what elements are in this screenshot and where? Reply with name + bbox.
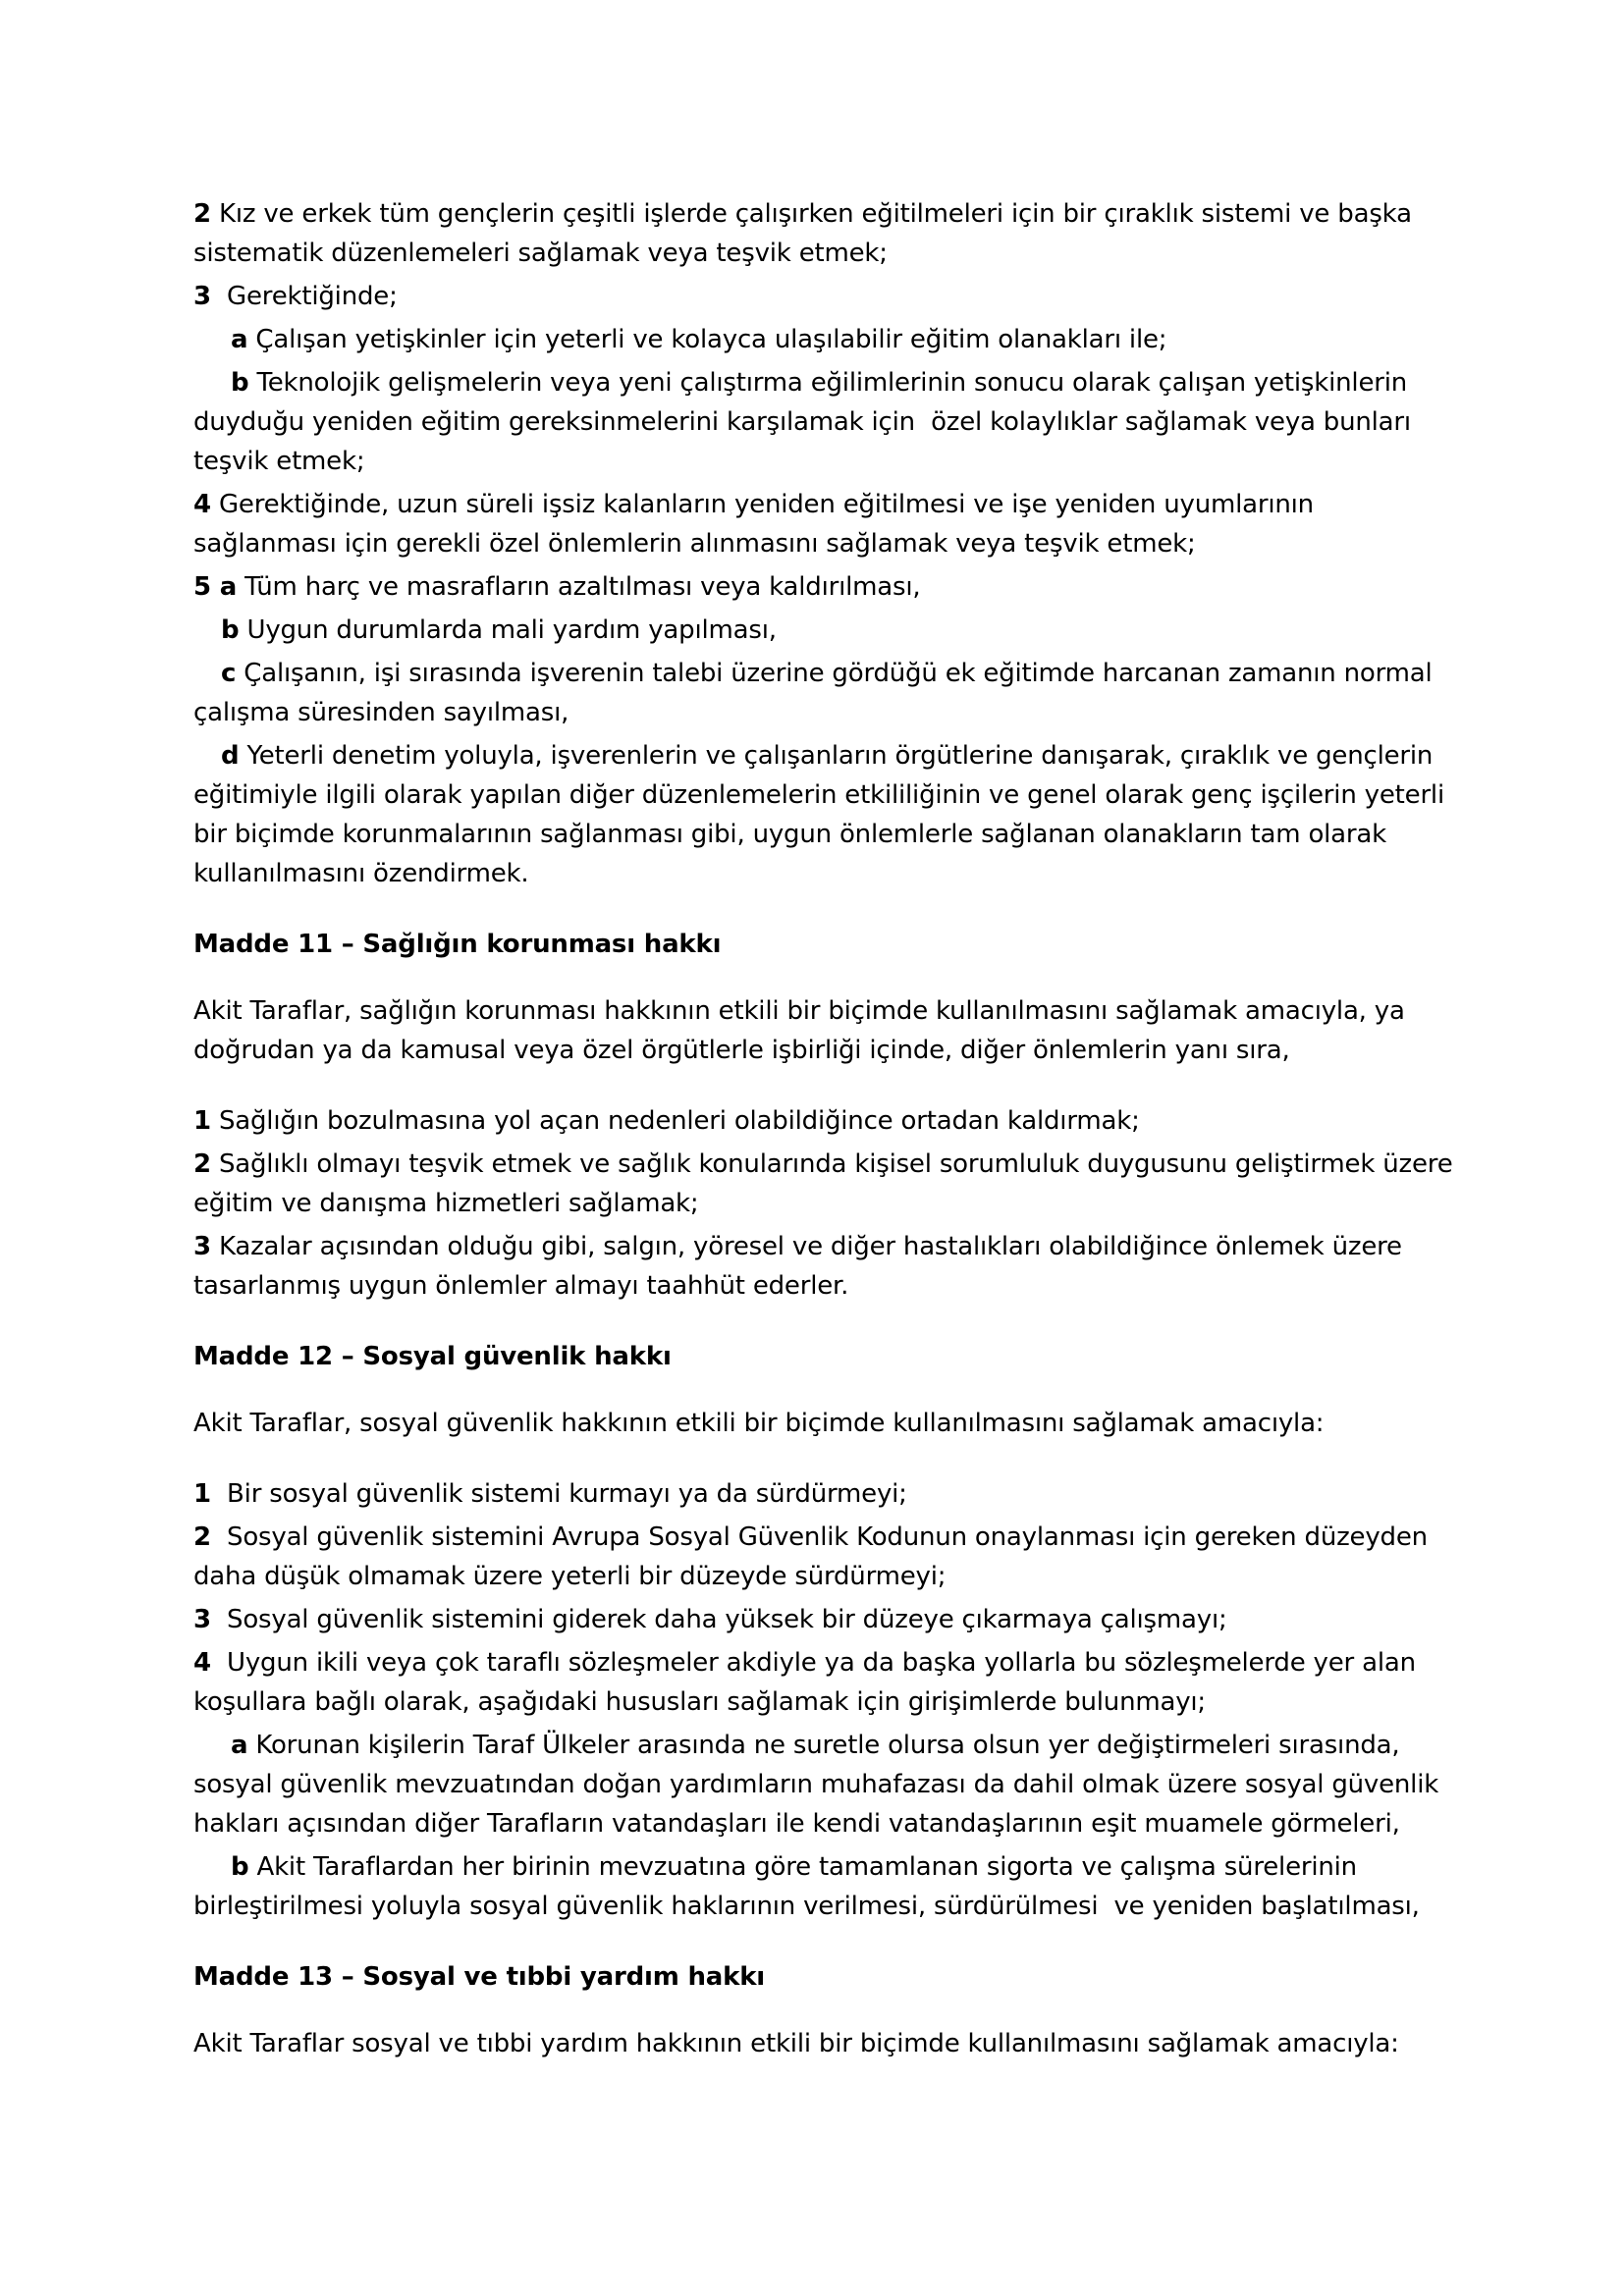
text-line: teşvik etmek; xyxy=(193,447,365,476)
text-block xyxy=(193,1404,1431,1443)
text-line: Akit Taraflar, sosyal güvenlik hakkının etkili bir biçimde kullanılmasını sağlamak amacıyla: xyxy=(193,1409,1325,1438)
bold-marker: c xyxy=(221,659,237,688)
text-block xyxy=(193,1227,1431,1306)
text-line: 3 Sosyal güvenlik sistemini giderek daha yüksek bir düzeye çıkarmaya çalışmayı; xyxy=(193,1605,1227,1634)
text-line: koşullara bağlı olarak, aşağıdaki hususları sağlamak için girişimlerde bulunmayı; xyxy=(193,1687,1206,1717)
text-line: 2 Sağlıklı olmayı teşvik etmek ve sağlık konularında kişisel sorumluluk duygusunu geliştirmek üzere xyxy=(193,1149,1453,1179)
text-line: 3 Gerektiğinde; xyxy=(193,282,398,311)
bold-marker: 1 xyxy=(193,1479,211,1509)
text-block xyxy=(193,1101,1431,1141)
text-block xyxy=(193,736,1444,893)
bold-marker: b xyxy=(231,368,249,398)
text-line: birleştirilmesi yoluyla sosyal güvenlik haklarının verilmesi, sürdürülmesi ve yeniden başlatılması, xyxy=(193,1892,1420,1921)
bold-marker: 4 xyxy=(193,1648,211,1678)
text-line: d Yeterli denetim yoluyla, işverenlerin ve çalışanların örgütlerine danışarak, çıraklık ve gençlerin xyxy=(221,741,1434,771)
text-block xyxy=(193,1145,1453,1223)
text-line: bir biçimde korunmalarının sağlanması gibi, uygun önlemlerle sağlanan olanakların tam olarak xyxy=(193,820,1386,849)
text-block xyxy=(193,1474,1431,1514)
bold-marker: 3 xyxy=(193,1232,211,1261)
text-line: a Çalışan yetişkinler için yeterli ve kolayca ulaşılabilir eğitim olanakları ile; xyxy=(231,325,1167,354)
text-line: c Çalışanın, işi sırasında işverenin talebi üzerine gördüğü ek eğitimde harcanan zamanın normal xyxy=(221,659,1433,688)
bold-marker: 2 xyxy=(193,1522,211,1552)
text-line: kullanılmasını özendirmek. xyxy=(193,859,529,888)
text-line: 4 Gerektiğinde, uzun süreli işsiz kalanların yeniden eğitilmesi ve işe yeniden uyumlarının xyxy=(193,490,1314,519)
text-line: b Uygun durumlarda mali yardım yapılması, xyxy=(221,615,777,645)
bold-marker: 3 xyxy=(193,282,211,311)
text-line: Madde 11 – Sağlığın korunması hakkı xyxy=(193,930,722,959)
text-line: 3 Kazalar açısından olduğu gibi, salgın, yöresel ve diğer hastalıkları olabildiğince önlemek üzere xyxy=(193,1232,1402,1261)
text-line: 5 a Tüm harç ve masrafların azaltılması veya kaldırılması, xyxy=(193,572,921,602)
section-heading xyxy=(193,1337,1431,1376)
text-block xyxy=(193,194,1431,273)
text-line: Madde 13 – Sosyal ve tıbbi yardım hakkı xyxy=(193,1962,766,1992)
text-line: eğitim ve danışma hizmetleri sağlamak; xyxy=(193,1189,699,1218)
text-line: Madde 12 – Sosyal güvenlik hakkı xyxy=(193,1342,672,1371)
text-line: b Teknolojik gelişmelerin veya yeni çalıştırma eğilimlerinin sonucu olarak çalışan yetişkinlerin xyxy=(231,368,1408,398)
text-block xyxy=(193,1600,1431,1639)
bold-marker: 2 xyxy=(193,1149,211,1179)
text-block xyxy=(193,485,1431,563)
bold-marker: a xyxy=(231,1731,248,1760)
section-heading xyxy=(193,1957,1431,1997)
text-line: duyduğu yeniden eğitim gereksinmelerini karşılamak için özel kolaylıklar sağlamak veya bunları xyxy=(193,407,1411,437)
text-line: sağlanması için gerekli özel önlemlerin alınmasını sağlamak veya teşvik etmek; xyxy=(193,529,1196,559)
text-line: sosyal güvenlik mevzuatından doğan yardımların muhafazası da dahil olmak üzere sosyal güvenlik xyxy=(193,1770,1439,1799)
text-block xyxy=(193,363,1431,481)
text-line: 2 Sosyal güvenlik sistemini Avrupa Sosyal Güvenlik Kodunun onaylanması için gereken düzeyden xyxy=(193,1522,1428,1552)
text-block xyxy=(193,1847,1431,1926)
text-line: sistematik düzenlemeleri sağlamak veya teşvik etmek; xyxy=(193,239,888,268)
text-block xyxy=(193,277,1431,316)
bold-marker: 3 xyxy=(193,1605,211,1634)
section-heading xyxy=(193,925,1431,964)
text-line: 2 Kız ve erkek tüm gençlerin çeşitli işlerde çalışırken eğitilmeleri için bir çıraklık sistemi ve başka xyxy=(193,199,1412,229)
text-block xyxy=(193,611,1431,650)
text-line: Akit Taraflar sosyal ve tıbbi yardım hakkının etkili bir biçimde kullanılmasını sağlamak amacıyla: xyxy=(193,2029,1399,2058)
text-line: 1 Bir sosyal güvenlik sistemi kurmayı ya da sürdürmeyi; xyxy=(193,1479,907,1509)
text-line: a Korunan kişilerin Taraf Ülkeler arasında ne suretle olursa olsun yer değiştirmeleri sırasında, xyxy=(231,1731,1400,1760)
bold-marker: 5 a xyxy=(193,572,238,602)
text-line: tasarlanmış uygun önlemler almayı taahhüt ederler. xyxy=(193,1271,849,1301)
text-block xyxy=(193,1518,1431,1596)
bold-marker: b xyxy=(221,615,240,645)
text-block xyxy=(193,991,1431,1070)
text-block xyxy=(193,2024,1431,2063)
text-block xyxy=(193,567,1431,607)
bold-marker: 1 xyxy=(193,1106,211,1136)
text-line: 1 Sağlığın bozulmasına yol açan nedenleri olabildiğince ortadan kaldırmak; xyxy=(193,1106,1140,1136)
bold-marker: b xyxy=(231,1852,249,1882)
text-block xyxy=(193,1643,1431,1722)
text-line: 4 Uygun ikili veya çok taraflı sözleşmeler akdiyle ya da başka yollarla bu sözleşmelerde yer alan xyxy=(193,1648,1416,1678)
text-line: b Akit Taraflardan her birinin mevzuatına göre tamamlanan sigorta ve çalışma sürelerinin xyxy=(231,1852,1357,1882)
bold-marker: d xyxy=(221,741,240,771)
bold-marker: a xyxy=(231,325,248,354)
text-line: hakları açısından diğer Tarafların vatandaşları ile kendi vatandaşlarının eşit muamele görmeleri, xyxy=(193,1809,1400,1839)
text-line: doğrudan ya da kamusal veya özel örgütlerle işbirliği içinde, diğer önlemlerin yanı sıra, xyxy=(193,1036,1290,1065)
text-block xyxy=(193,1726,1439,1843)
text-line: çalışma süresinden sayılması, xyxy=(193,698,569,727)
text-block xyxy=(193,654,1431,732)
bold-marker: 2 xyxy=(193,199,211,229)
text-block xyxy=(193,320,1431,359)
text-line: Akit Taraflar, sağlığın korunması hakkının etkili bir biçimde kullanılmasını sağlamak amacıyla, ya xyxy=(193,996,1405,1026)
bold-marker: 4 xyxy=(193,490,211,519)
text-line: eğitimiyle ilgili olarak yapılan diğer düzenlemelerin etkililiğinin ve genel olarak genç işçilerin yeterli xyxy=(193,780,1444,810)
text-line: daha düşük olmamak üzere yeterli bir düzeyde sürdürmeyi; xyxy=(193,1562,947,1591)
